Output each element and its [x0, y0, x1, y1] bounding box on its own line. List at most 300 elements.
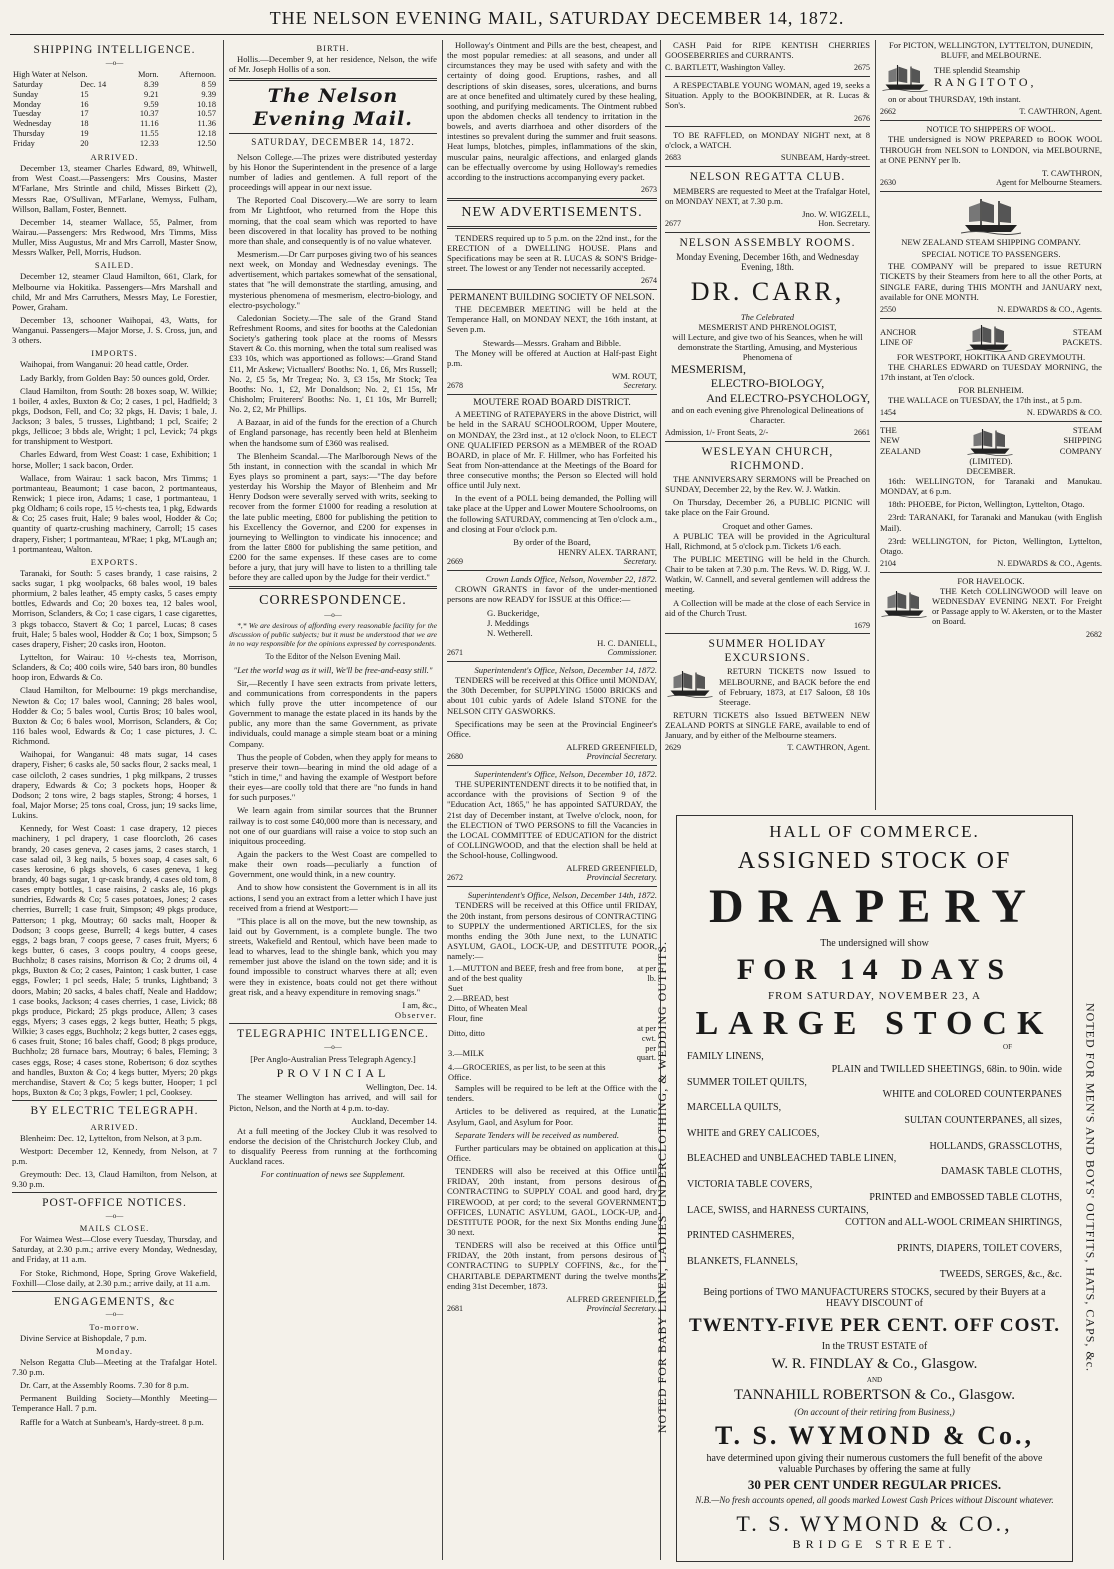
carr-each: and on each evening give Phrenological Delineations of Character. [671, 404, 864, 425]
ornament: —o— [105, 58, 124, 67]
sup3-samples: Samples will be required to be left at the Office with the tenders. [447, 1083, 657, 1104]
drapery-item: HOLLANDS, GRASSCLOTHS, [929, 1140, 1062, 1152]
crown-role: Commissioner. [607, 648, 657, 658]
steamship-icon [665, 668, 715, 698]
nzss-heading: NEW ZEALAND STEAM SHIPPING COMPANY. [901, 236, 1081, 247]
ad-number: 2676 [854, 113, 870, 123]
sailing-schedule-entry: 23rd: TARANAKI, for Taranaki and Manukau (with English Mail). [880, 512, 1102, 533]
news-paragraph: The Reported Coal Discovery.—We are sorry to learn from Mr Lightfoot, who returned from the Hope this morning, that the coal seam which was reported to have been discovered in that locality has proved to be nothing more than shale, and consequently is of no value whatever. [229, 195, 437, 246]
high-water-cell: 10.57 [197, 109, 216, 119]
high-water-cell: 8 59 [201, 79, 216, 89]
ad-number: 2683 [665, 153, 681, 163]
correspondence-signoff: I am, &c., [402, 999, 437, 1010]
news-paragraph: Mesmerism.—Dr Carr purposes giving two of his seances next week, on Monday and Wednesday evenings. The advertisement, which partakes somewhat of the sensational, states that "he will demonstrate the startling, amusing, and mysterious phenomena of mesmerism, electro-biology, and electro-psychology." [229, 248, 437, 310]
crown-signature: H. C. DANIELL, [597, 637, 657, 648]
ad-number: 2674 [641, 276, 657, 286]
moutere-role: Secretary. [623, 557, 657, 567]
rangitoto-name: RANGITOTO, [934, 75, 1037, 90]
high-water-row [12, 119, 217, 129]
sailing-schedule-entry: 18th: PHOEBE, for Picton, Wellington, Lyttelton, Otago. [888, 499, 1085, 510]
column-news [229, 40, 437, 1560]
telegraph-item: At a full meeting of the Jockey Club it was resolved to endorse the decision of the Christchurch Jockey Club, and to disqualify Peeress from running at the forthcoming Auckland races. [229, 1125, 437, 1167]
divider [12, 1192, 217, 1193]
and-text: AND [866, 1376, 883, 1385]
high-water-cell: 9.39 [201, 89, 216, 99]
divider [665, 76, 870, 77]
moutere-heading: MOUTERE ROAD BOARD DISTRICT. [473, 398, 631, 409]
carr-title: MESMERIST AND PHRENOLOGIST, [698, 321, 837, 332]
sup3-firewood: TENDERS will also be received at this Office until FRIDAY, 20th instant, from persons desirous of CONTRACTING to SUPPLY COAL and good hard, dry FIREWOOD, at per cord; to the several GOVERNMENT OFFICES, LUNATIC ASYLUM, GAOL, LOCK-UP, and DESTITUTE POOR, for the next Six Months ending June 30 next. [447, 1166, 657, 1238]
pbs-text: THE DECEMBER MEETING will be held at the Temperance Hall, on MONDAY NEXT, the 16th instant, at Seven p.m. [447, 304, 657, 335]
trust-text: In the TRUST ESTATE of [821, 1341, 928, 1353]
supply-item: 2.—BREAD, best [448, 994, 509, 1004]
crown-grantee: G. Buckeridge, [487, 607, 540, 618]
wool-role: Agent for Melbourne Steamers. [995, 178, 1102, 188]
correspondence-heading: CORRESPONDENCE. [259, 593, 407, 609]
bridge-street: BRIDGE STREET. [792, 1537, 957, 1552]
raffle-ad: TO BE RAFFLED, on MONDAY NIGHT next, at 8 o'clock, a WATCH. [665, 130, 870, 151]
havelock-text: THE Ketch COLLINGWOOD will leave on WEDNESDAY EVENING NEXT. For Freight or Passage apply to W. Akersten, or to the Master on Board. [932, 586, 1102, 627]
ornament: —o— [324, 611, 342, 619]
letter-paragraph: We learn again from similar sources that the Brunner railway is to cost some £40,000 more than is necessary, and not one of our guardians will raise a voice to stop such an iniquitous proceeding. [229, 805, 437, 846]
ad-number: 2662 [880, 107, 896, 117]
mail-entry: For Stoke, Richmond, Hope, Spring Grove Wakefield, Foxhill—Close daily, at 2.30 p.m.; arrive daily, at 11 a.m. [12, 1267, 217, 1288]
pbs-money: The Money will be offered at Auction at Half-past Eight p.m. [447, 347, 657, 368]
sup3-separate: Separate Tenders will be received as numbered. [455, 1129, 619, 1140]
divider [447, 289, 657, 290]
company-name-word: COMPANY [1059, 445, 1102, 456]
anchor-line-1: ANCHOR [880, 326, 917, 337]
high-water-cell: Saturday [13, 79, 43, 89]
wesleyan-collection: A Collection will be made at the close of each Service in aid of the Church Trust. [665, 597, 870, 618]
import-entry: Lady Barkly, from Golden Bay: 50 ounces gold, Order. [20, 372, 210, 383]
to-editor: To the Editor of the Nelson Evening Mail. [265, 652, 401, 662]
divider [665, 441, 870, 442]
drapery-heading: DRAPERY [709, 880, 1040, 933]
sup2-role: Provincial Secretary. [586, 873, 657, 883]
moutere-text: A MEETING of RATEPAYERS in the above District, will be held in the SARAU SCHOOLROOM, Upper Moutere, on MONDAY, the 23rd inst., at 12 o'clock Noon, to ELECT ONE QUALIFIED PERSON as a MEMBER of the ROAD BOARD, in place of Mr. F. Hillmer, who has Forfeited his Seat from Non-attendance at the Meetings of the Board for three consecutive months; the Person so Elected will hold office until July next. [447, 409, 657, 491]
blenheim-heading: FOR BLENHEIM. [958, 385, 1024, 396]
exports-heading: EXPORTS. [90, 556, 139, 567]
company-name-word: STEAM [1072, 425, 1102, 436]
retiring-text: (On account of their retiring from Business,) [794, 1407, 955, 1418]
sup3-place: Superintendent's Office, Nelson, December 14th, 1872. [467, 890, 657, 901]
supply-item-row [447, 1024, 657, 1044]
drapery-item-list [687, 1051, 1062, 1281]
hall-heading: HALL OF COMMERCE. [769, 822, 980, 841]
sup3-deliver: Articles to be delivered as required, at the Lunatic Asylum, Gaol, and Asylum for Poor. [447, 1106, 657, 1127]
drapery-item: LACE, SWISS, and HARNESS CURTAINS, [687, 1204, 869, 1216]
ad-number: 1679 [854, 620, 870, 630]
high-water-cell: Monday [13, 99, 41, 109]
high-water-cell: 11.16 [140, 119, 159, 129]
divider [447, 570, 657, 571]
side-banner-left [650, 815, 674, 1560]
summer-text2: RETURN TICKETS also Issued BETWEEN NEW ZEALAND PORTS at SINGLE FARE, available to end of January, and by either of the Melbourne steamers. [665, 710, 870, 741]
engagement-entry: Divine Service at Bishopdale, 7 p.m. [20, 1332, 147, 1343]
sup3-role: Provincial Secretary. [586, 1304, 657, 1313]
high-water-row [12, 80, 217, 90]
drapery-item: PRINTS, DIAPERS, TOILET COVERS, [896, 1242, 1062, 1254]
sailing-entry: December 13, schooner Waihopai, 43, Watts, for Wanganui. Passengers—Major Morse, J. S. Cross, jun, and 3 others. [12, 314, 217, 346]
crown-text: CROWN GRANTS in favor of the under-mentioned persons are now READY for ISSUE at this Office:— [447, 584, 657, 605]
column-notices [665, 40, 870, 812]
nzss-text: THE COMPANY will be prepared to issue RETURN TICKETS by their Steamers from here to all the other Ports, at SINGLE FARE, during THIS MONTH and JANUARY next, available for ONE MONTH. [880, 261, 1102, 302]
high-water-cell: Sunday [13, 89, 39, 99]
divider [447, 226, 657, 229]
column-rule [875, 40, 876, 810]
supply-item: Ditto, of Wheaten Meal [448, 1003, 528, 1013]
header-morn: Morn. [137, 69, 159, 79]
cash-ad: CASH Paid for RIPE KENTISH CHERRIES GOOSEBERRIES and CURRANTS. [665, 40, 870, 61]
wesleyan-tea: A PUBLIC TEA will be provided in the Agricultural Hall, Richmond, at 5 o'clock p.m. Tickets 1/6 each. [665, 530, 870, 551]
wool-text: THE undersigned is NOW PREPARED to BOOK WOOL THROUGH from NELSON to LONDON, via MELBOURNE, at ONE PENNY per lb. [880, 134, 1102, 165]
arrival-entry: December 13, steamer Charles Edward, 89, Whitwell, from West Coast.—Passengers: Mrs Cousins, Master M'Farlane, Mrs Strintle and child, Misses Birkett (2), Messrs Rae, O'Sullivan, M'Farlane, Wemyss, Fulham, Willson, Ballam, Foster, Bennett. [12, 163, 217, 214]
divider [229, 1023, 437, 1024]
new-ads-heading: NEW ADVERTISEMENTS. [461, 205, 643, 221]
moutere-poll: In the event of a POLL being demanded, the Polling will take place at the Upper and Lower Moutere Schoolrooms, on the following SATURDAY, commencing at Ten o'clock a.m., and closing at Four o'clock p.m. [447, 493, 657, 534]
shipping-heading: SHIPPING INTELLIGENCE. [33, 44, 196, 56]
company-name-word: NEW [880, 435, 900, 446]
ad-number: 2669 [447, 557, 463, 567]
ad-number: 2677 [665, 219, 681, 229]
divider [447, 765, 657, 766]
export-entry: Claud Hamilton, for Melbourne: 19 pkgs merchandise, Newton & Co; 17 bales wool, Canning; 28 bales wool, Hodder & Co; 5 bales wool, Curtis Bros; 10 bales wool, Buxton & Co; 6 bales wool, Morrison, Sclanders, & Co; 116 bales wool, Edwards & Co; 1 case pictures, J. C. Richmond. [12, 685, 217, 747]
carr-psychology: And ELECTRO-PSYCHOLOGY, [706, 390, 870, 405]
sailing-schedule-entry: 23rd: WELLINGTON, for Picton, Wellington, Lyttelton, Otago. [880, 535, 1102, 556]
news-paragraph: Caledonian Society.—The sale of the Grand Stand Refreshment Rooms, and sites for booths at the Caledonian Society's gathering took place at the rooms of Messrs Stavert & Co. this morning, when the total sum realised was £33 10s, which was apportioned as follows:—Grand Stand £11, Mr Askew; Victuallers' Booths: No. 1, £6, Mrs Russell; No. 2, £5 5s, Mr Tregea; No. 3, £3 15s, Mr Stock; Tea Booths: No. 1, £2, Mr Donaldson; No. 2, £1 15s, Mr Chisholm; Fruiterers' Booths: No. 1, £1 10s, Mr Burrell; No. 2, £2, Mr Phillips. [229, 312, 437, 415]
supply-item-row [447, 1014, 657, 1024]
young-woman-ad: A RESPECTABLE YOUNG WOMAN, aged 19, seeks a Situation. Apply to the BOOKBINDER, at R. Lucas & Son's. [665, 80, 870, 111]
ad-number: 2680 [447, 752, 463, 762]
supply-item: Flour, fine [448, 1013, 484, 1023]
letter-paragraph: "This place is all on the move, but the new township, as laid out by Government, is a complete bungle. The two streets, Wakefield and Rentoul, which have been made to lead to wharves, lead to the shingle bank, which you may remember just above the island on the town side; and it is found impossible to construct wharves there at all; even were they in existence, boats could not get there without great risk, and a heavy expenditure in removing snags." [229, 915, 437, 997]
post-heading: POST-OFFICE NOTICES. [42, 1197, 187, 1210]
arrived-heading: ARRIVED. [90, 152, 139, 163]
column-rule [442, 40, 443, 1560]
drapery-item: PLAIN and TWILLED SHEETINGS, 68in. to 90in. wide [831, 1063, 1062, 1075]
regatta-text: MEMBERS are requested to Meet at the Trafalgar Hotel, on MONDAY NEXT, at 7.30 p.m. [665, 185, 870, 206]
export-entry: Taranaki, for South: 5 cases brandy, 1 case raisins, 2 sacks sugar, 1 pkg woolpacks, 68 bales wool, 19 bales phormium, 2 bales leather, 45 empty casks, 5 cases empty bottles, Edwards and Co; 20 boxes tea, 12 bales wool, Morrison, Sclanders, & Co; 1 case cigars, 1 case cigarettes, 3 pkgs tobacco, Stavert & Co; 1 parcel, Lucas; 8 cases fruit, Hale; 5 bales wool, Hodder & Co; 1 box, Simpson; 5 cases drapery, Fisher; 20 casks iron, Hooton. [12, 567, 217, 649]
large-stock: LARGE STOCK [695, 1005, 1054, 1042]
drapery-item: WHITE and COLORED COUNTERPANES [882, 1089, 1062, 1101]
engagement-day: Monday. [96, 1345, 133, 1356]
correspondence-note: *,* We are desirous of affording every reasonable facility for the discussion of public subjects; but it must be understood that we are in no way responsible for the opinions expressed by correspondents. [229, 621, 437, 649]
high-water-cell: 15 [80, 89, 89, 99]
telegraph-agency: [Per Anglo-Australian Press Telegraph Agency.] [250, 1054, 416, 1064]
divider [229, 78, 437, 81]
sup3-signature: ALFRED GREENFIELD, [566, 1293, 657, 1304]
news-paragraph: A Bazaar, in aid of the funds for the erection of a Church of England parsonage, has recently been held at Blenheim when the handsome sum of £360 was realised. [229, 417, 437, 448]
birth-notice: Hollis.—December 9, at her residence, Nelson, the wife of Mr. Joseph Hollis of a son. [229, 54, 437, 75]
divider [12, 1291, 217, 1292]
ad-number: 2104 [880, 558, 896, 568]
high-water-cell: Friday [13, 139, 35, 149]
post-sub: MAILS CLOSE. [79, 1223, 150, 1234]
high-water-cell: 17 [80, 109, 89, 119]
anchor-line-2: LINE OF [880, 336, 913, 347]
crown-grantee: N. Wetherell. [487, 627, 533, 638]
supply-items-table [447, 964, 657, 1083]
charles-edward-text: THE CHARLES EDWARD on TUESDAY MORNING, the 17th instant, at Ten o'clock. [880, 361, 1102, 382]
ad-number: 2672 [447, 873, 463, 883]
ad-number: 2661 [854, 428, 870, 438]
sup3-text: TENDERS will be received at this Office until FRIDAY, the 20th instant, from persons desirous of CONTRACTING to SUPPLY the undermentioned ARTICLES, for the six months ending the 30th June next, to the LUNATIC ASYLUM, GAOL, LOCK-UP, and DESTITUTE POOR, namely:— [447, 900, 657, 962]
sup2-signature: ALFRED GREENFIELD, [566, 863, 657, 874]
for-14-days: FOR 14 DAYS [736, 953, 1013, 986]
steamship-icon [880, 62, 930, 92]
divider [665, 166, 870, 167]
sup1-role: Provincial Secretary. [586, 752, 657, 762]
supply-item: 3.—MILK [448, 1048, 485, 1058]
supply-item-row [447, 1004, 657, 1014]
raffle-signature: SUNBEAM, Hardy-street. [780, 153, 870, 163]
continuation-note: For continuation of news see Supplement. [260, 1169, 406, 1180]
regatta-role: Hon. Secretary. [818, 219, 870, 229]
drapery-item: BLEACHED and UNBLEACHED TABLE LINEN, [687, 1153, 897, 1165]
summer-text: RETURN TICKETS now Issued to MELBOURNE, and BACK before the end of February, 1873, at £17 Saloon, £8 10s Steerage. [719, 666, 870, 707]
havelock-heading: FOR HAVELOCK. [957, 575, 1025, 586]
supply-item-unit: per quart. [636, 1043, 656, 1063]
high-water-cell: 10.37 [139, 109, 159, 119]
sup2-place: Superintendent's Office, Nelson, December 10, 1872. [474, 769, 657, 780]
telegraph-sub: ARRIVED. [90, 1121, 139, 1132]
supply-item: 4.—GROCERIES, as per list, to be seen at this Office. [448, 1063, 606, 1083]
nzsc-signature: N. EDWARDS & CO., Agents. [997, 558, 1102, 568]
crown-place: Crown Lands Office, Nelson, November 22, 1872. [485, 574, 657, 585]
telegraph-entry: Greymouth: Dec. 13, Claud Hamilton, from Nelson, at 9.30 p.m. [12, 1169, 217, 1190]
high-water-row [12, 109, 217, 119]
high-water-row [12, 100, 217, 110]
high-water-cell: 18 [80, 119, 89, 129]
supply-item-row [447, 1044, 657, 1064]
carr-celebrated: The Celebrated [740, 311, 795, 322]
correspondence-quote: "Let the world wag as it will, We'll be free-and-easy still." [233, 664, 433, 675]
engagement-day: To-morrow. [89, 1321, 140, 1332]
findlay-text: W. R. FINDLAY & Co., Glasgow. [771, 1356, 978, 1373]
supply-item: Suet [448, 984, 463, 994]
high-water-cell: Tuesday [13, 109, 42, 119]
high-water-label: High Water at Nelson. [13, 69, 88, 79]
carr-mesmerism: MESMERISM, [671, 362, 747, 377]
divider [880, 318, 1102, 319]
assembly-heading: NELSON ASSEMBLY ROOMS. [679, 237, 856, 250]
wesleyan-croquet: Croquet and other Games. [722, 520, 813, 531]
high-water-cell: 11.55 [140, 129, 159, 139]
drapery-item: BLANKETS, FLANNELS, [687, 1255, 798, 1267]
high-water-row [12, 90, 217, 100]
picton-heading: For PICTON, WELLINGTON, LYTTELTON, DUNEDIN, BLUFF, and MELBOURNE. [889, 40, 1093, 61]
pbs-heading: PERMANENT BUILDING SOCIETY OF NELSON. [449, 292, 655, 303]
high-water-cell: Dec. 14 [80, 79, 107, 89]
divider [665, 633, 870, 634]
divider [12, 1100, 217, 1101]
ad-number: 2678 [447, 381, 463, 391]
engagements-heading: ENGAGEMENTS, &c [53, 1295, 176, 1308]
arrival-entry: December 14, steamer Wallace, 55, Palmer, from Wairau.—Passengers: Mrs Redwood, Mrs Timms, Miss Muller, Miss Augustus, Mr and Mrs Carroll, Master Snow, Messrs Walker, Pell, Morris, Hudson. [12, 216, 217, 258]
letter-paragraph: Thus the people of Cobden, when they apply for means to preserve their town—bearing in mind the old adage of a "stich in time," and having the example of Westport before their eyes—are coolly told that there are "no funds in hand for such purposes." [229, 751, 437, 803]
being-text: Being portions of TWO MANUFACTURERS STOCKS, secured by their Buyers at a HEAVY DISCOUNT of [703, 1287, 1046, 1310]
nzss-special: SPECIAL NOTICE TO PASSENGERS. [921, 249, 1061, 260]
wesleyan-text: THE ANNIVERSARY SERMONS will be Preached on SUNDAY, December 22, by the Rev. W. J. Watkin. [665, 474, 870, 495]
carr-admission: Admission, 1/- Front Seats, 2/- [665, 428, 769, 438]
ad-number: 2630 [880, 178, 896, 188]
engagement-entry: Dr. Carr, at the Assembly Rooms. 7.30 for 8 p.m. [20, 1380, 189, 1391]
column-rule [223, 40, 224, 1560]
divider [447, 394, 657, 395]
divider [229, 586, 437, 589]
drapery-item: FAMILY LINENS, [687, 1051, 764, 1062]
company-name-word: THE [880, 425, 897, 436]
company-name-word: SHIPPING [1063, 435, 1102, 446]
sailing-entry: December 12, steamer Claud Hamilton, 661, Clark, for Melbourne via Hokitika. Passengers—Mrs Marshall and child, Mr and Mrs Carruthers, Messrs May, Le Forestier, Power, Graham. [12, 271, 217, 312]
supply-item-unit: at per cwt. [637, 1023, 656, 1043]
ad-number: 2675 [854, 63, 870, 73]
high-water-cell: 10.18 [197, 99, 216, 109]
nb-text: N.B.—No fresh accounts opened, all goods marked Lowest Cash Prices without Discount whatever. [695, 1495, 1054, 1506]
steamship-icon [961, 195, 1021, 235]
import-entry: Claud Hamilton, from South: 28 boxes soap, W. Wilkie; 1 boiler, 4 axles, Buxton & Co; 2 cases, 1 pcl, Hadfield; 3 pkgs, Dodson, Fell, and Co; 32 pkgs, H. Davis; 1 bale, J. Jackson; 3 bales, 5 trusses, Lightband; 1 pcl, Scaife; 2 pkgs, Jellicoe; 3 bbds ale, Wright; 1 pcl, Levick; 74 pkgs for transhipment to Westport. [12, 385, 217, 447]
supply-item-row [447, 1063, 657, 1083]
masthead: THE NELSON EVENING MAIL, SATURDAY DECEMBER 14, 1872. [269, 8, 845, 28]
mail-entry: For Waimea West—Close every Tuesday, Thursday, and Saturday, at 2.30 p.m.; arrive every Monday, Wednesday, and Friday, at 11 a.m. [12, 1234, 217, 1265]
column-shipping-ads [880, 40, 1102, 810]
ad-number: 2671 [447, 648, 463, 658]
high-water-row [12, 129, 217, 139]
high-water-cell: 19 [80, 129, 89, 139]
export-entry: Lyttelton, for Wairau: 10 ½-chests tea, Morrison, Sclanders, & Co; 400 coils wire, 540 bars iron, 80 bundles hoop iron, Edwards & Co. [12, 652, 217, 683]
wymond-name: T. S. WYMOND & Co., [715, 1421, 1034, 1451]
carr-name: DR. CARR, [690, 276, 845, 306]
ad-number: 2681 [447, 1304, 463, 1313]
ad-number: 1454 [880, 408, 896, 418]
undersigned-text: The undersigned will show [820, 938, 929, 949]
letter-paragraph: And to show how consistent the Government is in all its actions, I send you an extract from a letter which I have just received from a friend at Westport:— [229, 882, 437, 913]
dateline: SATURDAY, DECEMBER 14, 1872. [251, 137, 415, 148]
news-paragraph: The Blenheim Scandal.—The Marlborough News of the 5th instant, in connection with the scandal in which Mr Eyes plays so prominent a part, says:—"The day before yesterday his Worship the Mayor of Blenheim and Mr Henry Dodson were severally served with writs, seeking to recover from the former £1000 for reading a resolution at the late public meeting, £800 for publishing the petition to his Excellency the Governor, and £200 for expenses in journeying to Wellington to vindicate his innocence; and from the latter £800 for publishing the same petition, and £200 for the same expenses. If these cases are to come before a jury, that jury will have to listen to a thrilling tale before they are called upon by the Judge for their verdict." [229, 450, 437, 583]
ad-number: 2682 [1086, 629, 1102, 639]
high-water-cell: 12.50 [197, 139, 216, 149]
drapery-item: WHITE and GREY CALICOES, [687, 1127, 820, 1139]
telegraph-heading: BY ELECTRIC TELEGRAPH. [30, 1105, 199, 1118]
moutere-order: By order of the Board, [513, 536, 591, 547]
drapery-item: TWEEDS, SERGES, &c., &c. [939, 1268, 1062, 1280]
divider [665, 126, 870, 127]
wallace-signature: N. EDWARDS & CO. [1026, 408, 1102, 418]
of-text: OF [1003, 1043, 1012, 1051]
divider [447, 198, 657, 201]
telegraph-entry: Westport: December 12, Kennedy, from Nelson, at 7 p.m. [12, 1145, 217, 1166]
wallace-text: THE WALLACE on TUESDAY, the 17th inst., at 5 p.m. [888, 395, 1082, 406]
high-water-cell: 16 [80, 99, 89, 109]
company-name-word: ZEALAND [880, 445, 921, 456]
drapery-item: DAMASK TABLE CLOTHS, [941, 1166, 1062, 1178]
supply-item-unit: at per lb. [637, 964, 656, 984]
wesleyan-picnic: On Thursday, December 26, a PUBLIC PICNIC will take place on the Fair Ground. [665, 497, 870, 518]
pbs-stewards: Stewards—Messrs. Graham and Bibble. [482, 337, 622, 348]
rangitoto-signature: T. CAWTHRON, Agent. [1019, 107, 1102, 117]
engagement-entry: Nelson Regatta Club—Meeting at the Trafalgar Hotel. 7.30 p.m. [12, 1356, 217, 1378]
drapery-item: VICTORIA TABLE COVERS, [687, 1178, 813, 1190]
letter-paragraph: Again the packers to the West Coast are compelled to make their own roads—peculiarly a function of Government, one would think, in a new country. [229, 848, 437, 880]
ornament: —o— [324, 1042, 342, 1051]
pbs-role: Secretary. [623, 381, 657, 391]
rangitoto-text: on or about THURSDAY, 19th instant. [888, 94, 1021, 105]
drapery-item: SUMMER TOILET QUILTS, [687, 1076, 807, 1088]
sailing-schedule-entry: 16th: WELLINGTON, for Taranaki and Manukau. MONDAY, at 6 p.m. [880, 476, 1102, 497]
sup2-text: THE SUPERINTENDENT directs it to be notified that, in accordance with the provisions of Section 9 of the "Education Act, 1865," he has appointed SATURDAY, the 21st day of December instant, at Twelve o'clock, noon, for the ELECTION of TWO PERSONS to fill the Vacancies in the LOCAL COMMITTEE of EDUCATION for the district of COLLINGWOOD, and that the election shall be held at the School-house, Collingwood. [447, 779, 657, 861]
nzsc-month: DECEMBER. [966, 465, 1016, 476]
header-afternoon: Afternoon. [179, 69, 216, 79]
high-water-row [12, 139, 217, 149]
pbs-signature: WM. ROUT, [612, 370, 657, 381]
divider [880, 421, 1102, 422]
import-entry: Charles Edward, from West Coast: 1 case, Exhibition; 1 horse, Moller; 1 sack bacon, Order. [12, 449, 217, 470]
summer-signature: T. CAWTHRON, Agent. [787, 743, 870, 753]
drapery-item: SULTAN COUNTERPANES, all sizes, [904, 1114, 1062, 1126]
moutere-signature: HENRY ALEX. TARRANT, [558, 547, 657, 558]
rangitoto-intro: THE splendid Steamship [934, 65, 1020, 76]
divider [665, 232, 870, 233]
provincial-heading: PROVINCIAL [276, 1066, 390, 1081]
imports-heading: IMPORTS. [91, 348, 138, 359]
side-banner-right-text: NOTED FOR MEN'S AND BOYS' OUTFITS, HATS, CAPS, &c. [1083, 1002, 1098, 1373]
letter-paragraph: Sir,—Recently I have seen extracts from private letters, and communications from correspondents in the papers which fully prove the utter incompetence of our Government to manage the estate placed in its hands by the public, any more than the same Government, as private individuals, could manage a simple steam boat or a mining Company. [229, 677, 437, 749]
import-entry: Waihopai, from Wanganui: 20 head cattle, Order. [20, 359, 189, 370]
supply-item-row [447, 984, 657, 994]
divider [880, 572, 1102, 573]
export-entry: Kennedy, for West Coast: 1 case drapery, 12 pieces machinery, 1 pcl drapery, 1 case floorcloth, 26 cases brandy, 20 cases geneva, 2 cases jams, 2 cases starch, 1 case salad oil, 3 keg nails, 5 boxes soap, 4 cases salt, 6 cases kerosine, 6 pkgs shovels, 6 cases geneva, 1 keg brandy, 40 bags sugar, 1 qr-cask brandy, 4 cases old tom, 8 cases empty bottles, 1 case raisins, 2 casks ale, 16 pkgs sundries, Edwards & Co; 5 cases potatoes, Jones; 2 cases cherries, Burrell; 1 case fruit, Simpson; 49 pkgs produce, Patterson; 1 pkg, Moutray; 60 sacks malt, Hooper & Dodson; 3 coops geese, Burrell; 4 kegs butter, 4 cases eggs, 2 bags bran, 7 coops geese, 7 cases fruit, Myers; 6 kegs butter, 6 cases, 3 coops poultry, 4 coops geese, Buchholz; 8 cases raisins, Morrison & Co; 2 drums oil, 4 pkgs, Buxton & Co; 2 cases, Painton; 1 cask butter, 1 case eggs, Fowler; 1 pcl seeds, Hale; 5 trunks, Lightband; 3 doors, Mabin; 20 sacks, 4 bales chaff, Neale and Haddow; 1 case books, Jackson; 4 cases cherries, 1 case, Livick; 88 pkgs produce, Pickard; 25 pkgs produce, Allen; 3 cases eggs, Myers; 3 cases eggs, 2 kegs butter, Heath; 5 pkgs, Wilkie; 3 cases eggs, Buchholz; 2 kegs butter, 2 cases eggs, 6 cases fruit, Stone; 16 bales chaff, Good; 8 pkgs produce, Buchholz; 28 furnace bars, Moutray; 6 bales, Fleming; 3 cases eggs, Rose; 4 cases stone, Robertson; 6 doz scythes and handles, Buxton & Co; 4 kegs butter, Myers; 20 pkgs merchandise, Stavert & Co; 5 kegs butter, Hooper; 1 pcl hops, Buxton & Co; 3 pkgs, Fowler; 1 pcl, Cooksey. [12, 823, 217, 1097]
sup1-text: TENDERS will be received at this Office until MONDAY, the 30th December, for SUPPLYING 15000 BRICKS and about 101 cubic yards of Adele Island STONE for the NELSON CITY GASWORKS. [447, 675, 657, 716]
cash-signature: C. BARTLETT, Washington Valley. [665, 63, 786, 73]
sup3-further: Further particulars may be obtained on application at this Office. [447, 1142, 657, 1164]
ketch-icon [880, 588, 928, 618]
steamship-icon [966, 322, 1012, 352]
high-water-cell: 12.18 [197, 129, 216, 139]
nzsc-limited: (LIMITED). [969, 455, 1013, 466]
high-water-cell: Wednesday [13, 119, 52, 129]
import-entry: Wallace, from Wairau: 1 sack bacon, Mrs Timms; 1 portmanteau, Beaumont; 1 case bacon, 2 portmanteaus, Renwick; 1 piece iron, Adams; 1 case, 1 portmanteau, 1 pkg Oldham; 6 coils rope, 15 ½-chests tea, 1 pkg, Edwards & Co; 25 cases fruit, Hale; 9 bales wool, Hodder & Co; quantity of quartz-crushing machinery, Carroll; 15 cases drapery, Fisher; 1 portmanteau, M'Rae; 1 pkg, M'Laugh an; 1 portmanteau, Walton. [12, 472, 217, 554]
divider [447, 886, 657, 887]
ad-number: 2550 [880, 304, 896, 314]
masthead-rule [10, 34, 1104, 35]
ad-number: 2629 [665, 743, 681, 753]
sailed-heading: SAILED. [94, 260, 135, 271]
paper-title: The Nelson Evening Mail. [253, 85, 413, 130]
telegraphic-heading: TELEGRAPHIC INTELLIGENCE. [237, 1028, 429, 1041]
assembly-dates: Monday Evening, December 16th, and Wednesday Evening, 18th. [676, 251, 859, 273]
tannahill-text: TANNAHILL ROBERTSON & Co., Glasgow. [734, 1387, 1015, 1404]
assigned-heading: ASSIGNED STOCK OF [737, 848, 1012, 874]
high-water-table [12, 70, 217, 149]
engagement-entry: Permanent Building Society—Monthly Meeting—Temperance Hall. 7 p.m. [12, 1393, 217, 1414]
sup1-signature: ALFRED GREENFIELD, [566, 741, 657, 752]
supply-item-row [447, 964, 657, 984]
holloway-ad: Holloway's Ointment and Pills are the best, cheapest, and the most popular remedies: at all seasons, and under all circumstances they may be used with safety and with the certainty of doing good. Eruptions, rashes, and all descriptions of skin diseases, sores, ulcerations, and burns are at once benefited and ultimately cured by these healing, soothing, and purifying medicaments. The Ointment rubbed upon the abdomen checks all tendency to irritation in the bowels, and averts diarrhoea and other disorders of the intestines so prevalent during the summer and fruit seasons. Heat lumps, blotches, pimples, inflammations of the skin, muscular pains, neuralgic affections, and enlarged glands can be effectually overcome by using Holloway's remedies according to the instructions accompanying every packet. [447, 40, 657, 182]
divider [880, 191, 1102, 192]
correspondence-signature: Observer. [394, 1010, 437, 1021]
wool-signature: T. CAWTHRON, [1041, 167, 1102, 178]
wesleyan-meeting: The PUBLIC MEETING will be held in the Church. Chair to be taken at 7.30 p.m. The Revs. W. D. Rigg, W. J. Watkin, W. Cannell, and several gentlemen will address the meeting. [665, 554, 870, 595]
carr-biology: ELECTRO-BIOLOGY, [710, 376, 825, 391]
telegraph-place: Auckland, December 14. [351, 1115, 437, 1126]
determined-text: have determined upon giving their numerous customers the full benefit of the above valuable Purchases by offering the same at fully [706, 1453, 1043, 1476]
carr-lecture: will Lecture, and give two of his Seances, when he will demonstrate the Startling, Amusing, and Mysterious Phenomena of [672, 331, 863, 363]
wool-heading: NOTICE TO SHIPPERS OF WOOL. [926, 124, 1056, 135]
sup1-spec: Specifications may be seen at the Provincial Engineer's Office. [447, 718, 657, 739]
high-water-cell: 12.33 [139, 139, 159, 149]
supply-item: Ditto, ditto [448, 1028, 485, 1038]
